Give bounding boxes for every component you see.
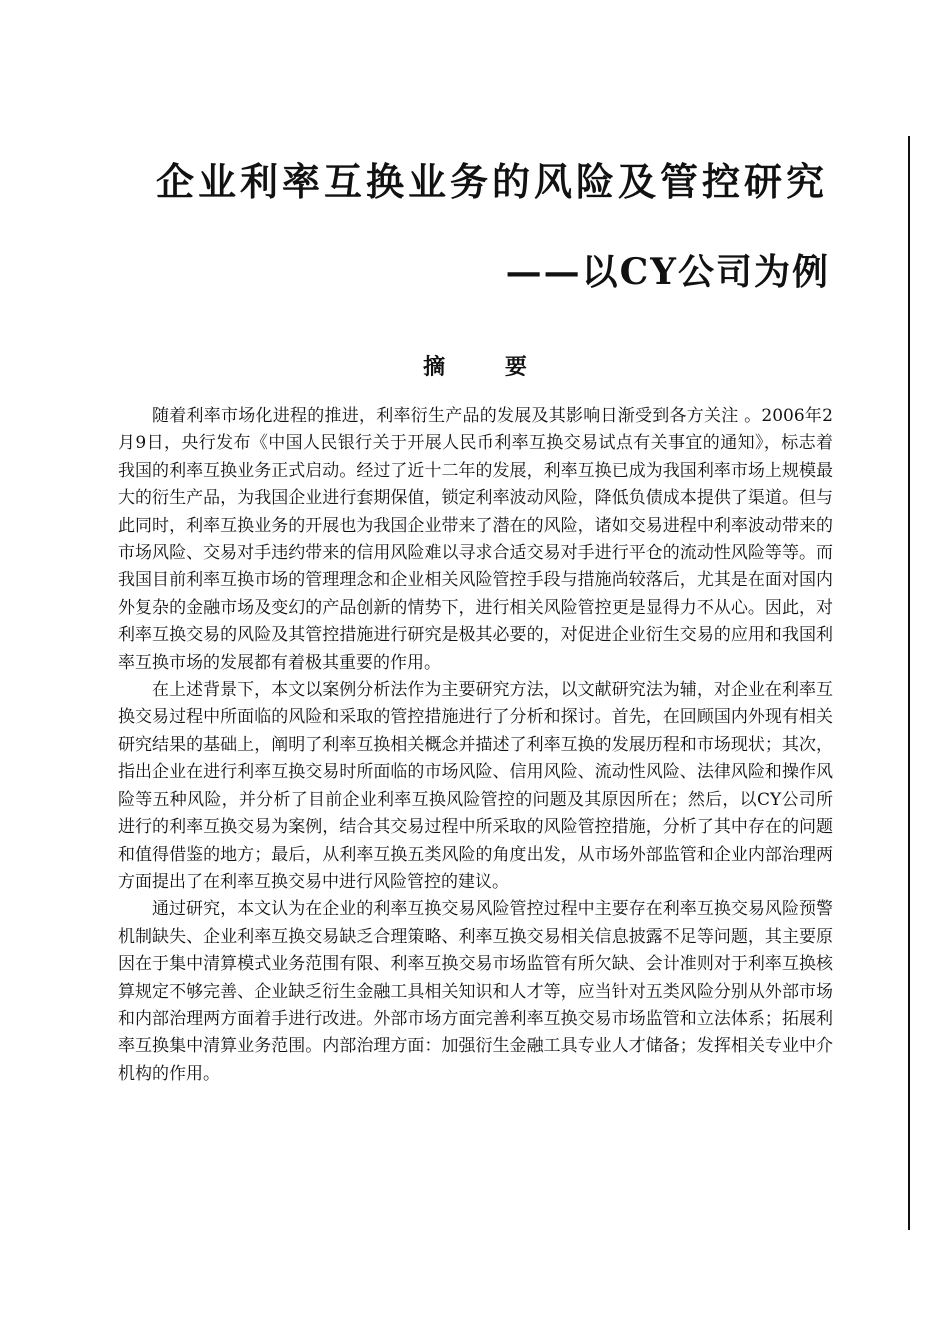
abstract-heading: 摘 要 — [423, 354, 553, 380]
abstract-paragraph: 随着利率市场化进程的推进，利率衍生产品的发展及其影响日渐受到各方关注 。2006年2月9日，央行发布《中国人民银行关于开展人民币利率互换交易试点有关事宜的通知》，标志着我国的利率互换业务正式启动。经过了近十二年的发展，利率互换已成为我国利率市场上规模最大的衍生产品，为我国企业进行套期保值，锁定利率波动风险，降低负债成本提供了渠道。但与此同时，利率互换业务的开展也为我国企业带来了潜在的风险，诸如交易进程中利率波动带来的市场风险、交易对手违约带来的信用风险难以寻求合适交易对手进行平仓的流动性风险等等。而我国目前利率互换市场的管理理念和企业相关风险管控手段与措施尚较落后，尤其是在面对国内外复杂的金融市场及变幻的产品创新的情势下，进行相关风险管控更是显得力不从心。因此，对利率互换交易的风险及其管控措施进行研究是极其必要的，对促进企业衍生交易的应用和我国利率互换市场的发展都有着极其重要的作用。 — [118, 406, 833, 673]
document-subtitle: ——以CY公司为例 — [505, 251, 830, 293]
abstract-body — [118, 403, 833, 1088]
document-title: 企业利率互换业务的风险及管控研究 — [155, 159, 828, 204]
page-edge-rule — [908, 136, 910, 1230]
abstract-paragraph: 在上述背景下，本文以案例分析法作为主要研究方法，以文献研究法为辅，对企业在利率互换交易过程中所面临的风险和采取的管控措施进行了分析和探讨。首先，在回顾国内外现有相关研究结果的基础上，阐明了利率互换相关概念并描述了利率互换的发展历程和市场现状；其次，指出企业在进行利率互换交易时所面临的市场风险、信用风险、流动性风险、法律风险和操作风险等五种风险，并分析了目前企业利率互换风险管控的问题及其原因所在；然后，以CY公司所进行的利率互换交易为案例，结合其交易过程中所采取的风险管控措施，分析了其中存在的问题和值得借鉴的地方；最后，从利率互换五类风险的角度出发，从市场外部监管和企业内部治理两方面提出了在利率互换交易中进行风险管控的建议。 — [118, 680, 833, 892]
abstract-paragraph: 通过研究，本文认为在企业的利率互换交易风险管控过程中主要存在利率互换交易风险预警机制缺失、企业利率互换交易缺乏合理策略、利率互换交易相关信息披露不足等问题，其主要原因在于集中清算模式业务范围有限、利率互换交易市场监管有所欠缺、会计准则对于利率互换核算规定不够完善、企业缺乏衍生金融工具相关知识和人才等，应当针对五类风险分别从外部市场和内部治理两方面着手进行改进。外部市场方面完善利率互换交易市场监管和立法体系；拓展利率互换集中清算业务范围。内部治理方面：加强衍生金融工具专业人才储备；发挥相关专业中介机构的作用。 — [118, 899, 833, 1084]
